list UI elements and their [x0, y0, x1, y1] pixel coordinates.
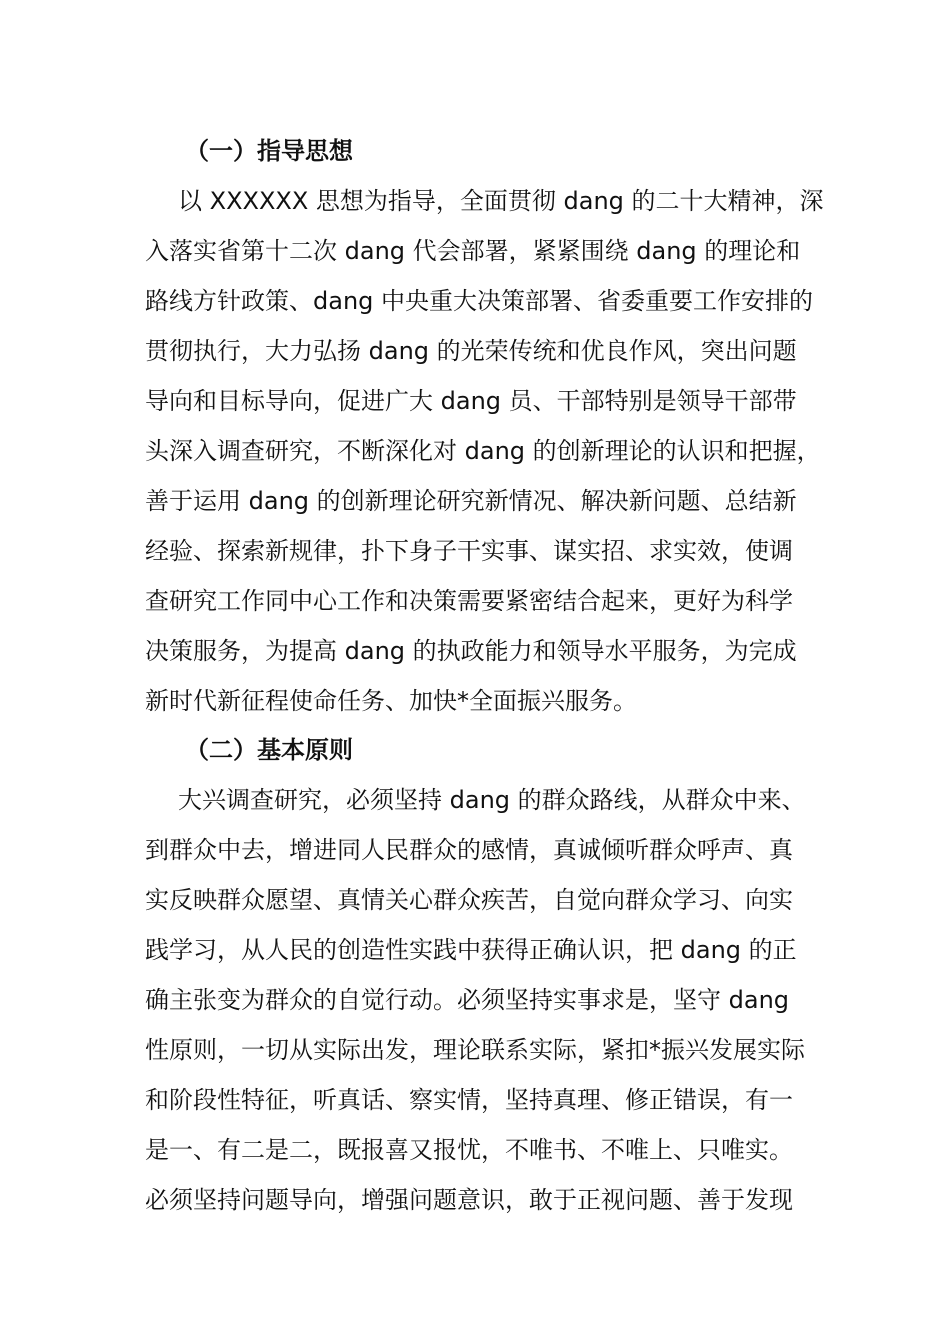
paragraph-line: 路线方针政策、dang 中央重大决策部署、省委重要工作安排的 — [145, 287, 814, 315]
paragraph-line: 经验、探索新规律，扑下身子干实事、谋实招、求实效，使调 — [145, 537, 793, 565]
paragraph-line: 确主张变为群众的自觉行动。必须坚持实事求是，坚守 dang — [145, 986, 790, 1014]
paragraph-line: 入落实省第十二次 dang 代会部署，紧紧围绕 dang 的理论和 — [145, 237, 801, 265]
paragraph-line: 善于运用 dang 的创新理论研究新情况、解决新问题、总结新 — [145, 487, 797, 515]
paragraph-line: 大兴调查研究，必须坚持 dang 的群众路线，从群众中来、 — [178, 786, 806, 814]
paragraph-line: 必须坚持问题导向，增强问题意识，敢于正视问题、善于发现 — [145, 1186, 793, 1214]
paragraph-line: 到群众中去，增进同人民群众的感情，真诚倾听群众呼声、真 — [145, 836, 793, 864]
paragraph-line: 新时代新征程使命任务、加快*全面振兴服务。 — [145, 687, 637, 715]
paragraph-line: 实反映群众愿望、真情关心群众疾苦，自觉向群众学习、向实 — [145, 886, 793, 914]
paragraph-line: 是一、有二是二，既报喜又报忧，不唯书、不唯上、只唯实。 — [145, 1136, 793, 1164]
paragraph-line: 性原则，一切从实际出发，理论联系实际，紧扣*振兴发展实际 — [145, 1036, 805, 1064]
paragraph-line: 决策服务，为提高 dang 的执政能力和领导水平服务，为完成 — [145, 637, 797, 665]
paragraph-line: 以 XXXXXX 思想为指导，全面贯彻 dang 的二十大精神，深 — [178, 187, 824, 215]
paragraph-line: 和阶段性特征，听真话、察实情，坚持真理、修正错误，有一 — [145, 1086, 793, 1114]
paragraph-line: 查研究工作同中心工作和决策需要紧密结合起来，更好为科学 — [145, 587, 793, 615]
paragraph-line: 贯彻执行，大力弘扬 dang 的光荣传统和优良作风，突出问题 — [145, 337, 797, 365]
paragraph-line: 践学习，从人民的创造性实践中获得正确认识，把 dang 的正 — [145, 936, 797, 964]
section-heading-basic-principles: （二）基本原则 — [185, 736, 353, 764]
section-heading-guiding-thought: （一）指导思想 — [185, 137, 353, 165]
paragraph-line: 导向和目标导向，促进广大 dang 员、干部特别是领导干部带 — [145, 387, 797, 415]
paragraph-line: 头深入调查研究，不断深化对 dang 的创新理论的认识和把握， — [145, 437, 821, 465]
